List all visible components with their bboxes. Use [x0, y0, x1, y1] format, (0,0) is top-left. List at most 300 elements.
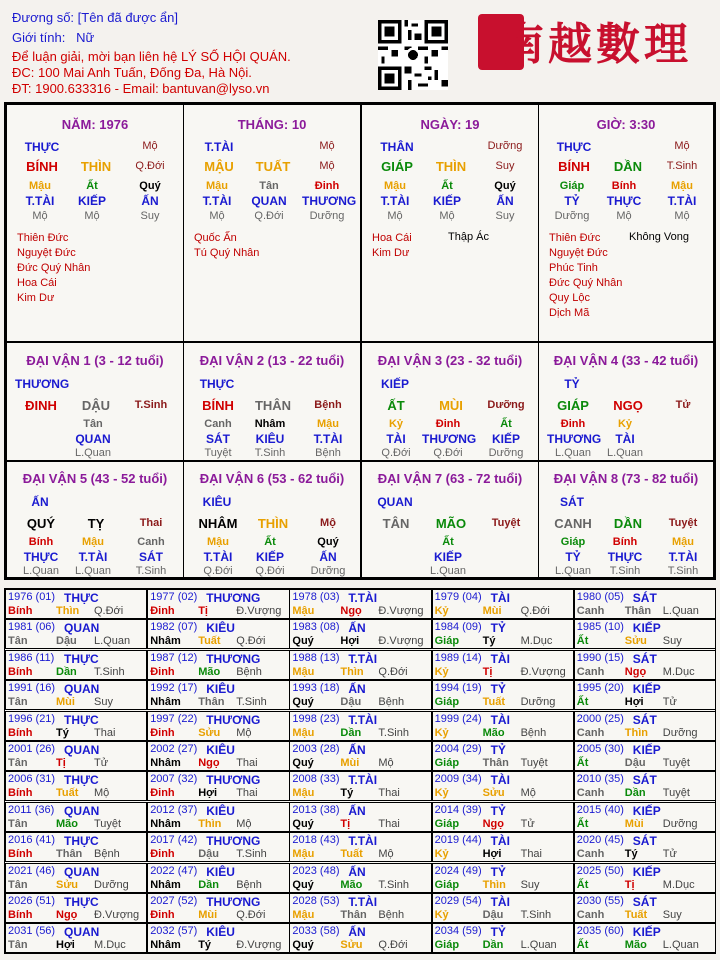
year-cell [574, 650, 716, 680]
year-stage: Suy [94, 696, 113, 709]
year-cell [574, 923, 716, 953]
year-stem: Mậu [292, 848, 315, 861]
hidden-stage: L.Quan [429, 565, 467, 577]
year-stem: Giáp [434, 817, 460, 830]
hidden-god: ẤN [141, 194, 159, 208]
dai-van-cell [183, 342, 361, 462]
year-branch: Tị [624, 878, 635, 891]
year-god: T.TÀI [348, 773, 378, 788]
hidden-stage: L.Quan [74, 447, 112, 459]
year-cell [289, 741, 431, 771]
year-label: 2017 (42) [150, 834, 198, 847]
year-branch: Thân [482, 757, 509, 769]
year-label: 1978 (03) [292, 591, 340, 603]
year-branch: Dậu [482, 909, 504, 921]
year-god: THỰC [64, 712, 99, 727]
pillar-right: T.Sinh [666, 160, 698, 172]
year-god: SÁT [632, 712, 657, 727]
year-cell [5, 832, 147, 862]
dai-van-branch: DẦN [613, 516, 643, 531]
dai-van-stage: T.Sinh [134, 399, 168, 411]
hidden-god: KIÊU [255, 432, 285, 446]
year-cell [432, 893, 574, 923]
star-name: Tú Quý Nhân [194, 247, 260, 259]
year-stage: Đ.Vượng [94, 909, 140, 921]
pillar-branch: DẦN [613, 159, 643, 174]
year-god: KIẾP [632, 803, 661, 818]
hidden-stem: Tân [83, 418, 103, 430]
year-cell [289, 619, 431, 649]
year-stem: Ất [576, 635, 589, 648]
hidden-stem: Mậu [672, 536, 694, 548]
year-god: T.TÀI [348, 651, 378, 666]
year-stage: T.Sinh [94, 665, 125, 678]
year-god: SÁT [632, 834, 657, 849]
star-name: Kim Dư [17, 292, 55, 304]
year-god: QUAN [64, 743, 100, 757]
year-god: ẤN [348, 682, 366, 697]
year-god: THƯƠNG [206, 591, 261, 605]
year-label: 1995 (20) [576, 682, 624, 695]
pillar-stage: Mộ [142, 140, 158, 152]
year-branch: Mùi [198, 909, 218, 921]
year-label: 1984 (09) [434, 621, 482, 634]
year-stage: Đ.Vượng [378, 605, 424, 617]
hidden-stem: Bính [28, 536, 54, 548]
star-name: Hoa Cái [17, 277, 57, 289]
year-cell [574, 832, 716, 862]
year-branch: Dậu [624, 757, 646, 769]
year-branch: Hợi [56, 939, 75, 952]
year-stage: Bệnh [94, 848, 120, 861]
dai-van-branch: THÌN [257, 516, 289, 531]
year-stage: Q.Đới [236, 635, 266, 648]
year-label: 2005 (30) [576, 743, 624, 755]
year-stage: Tuyệt [520, 757, 548, 769]
hidden-god: THỰC [607, 550, 643, 564]
hidden-stem: Canh [204, 418, 232, 430]
year-label: 1991 (16) [8, 682, 56, 695]
brand-calligraphy: 南越數理 [500, 19, 692, 70]
hidden-stage: L.Quan [74, 565, 112, 577]
year-stage: L.Quan [662, 605, 699, 617]
pillar-cell [183, 104, 361, 342]
year-branch: Mùi [340, 757, 360, 769]
year-branch: Sửu [340, 939, 363, 952]
year-cell [147, 832, 289, 862]
year-stage: Mộ [378, 757, 394, 769]
star-name: Kim Dư [372, 247, 410, 259]
gender-label: Giới tính: [12, 30, 66, 45]
year-label: 2009 (34) [434, 773, 482, 786]
year-stem: Canh [576, 787, 605, 800]
pillar-cell [6, 104, 184, 342]
year-stem: Mậu [292, 909, 315, 921]
dai-van-branch: THÂN [254, 398, 292, 413]
hidden-stem: Quý [139, 180, 161, 192]
year-stage: T.Sinh [378, 726, 409, 739]
year-cell [5, 863, 147, 893]
hidden-stage: L.Quan [554, 565, 592, 577]
year-stem: Nhâm [150, 817, 181, 830]
year-label: 2034 (59) [434, 925, 482, 938]
year-god: ẤN [348, 925, 366, 940]
year-stem: Đinh [150, 848, 175, 861]
dai-van-title: ĐẠI VẬN 5 (43 - 52 tuổi) [22, 471, 168, 486]
year-branch: Dậu [340, 696, 362, 709]
star-name: Nguyệt Đức [17, 247, 76, 259]
hidden-stage: Mộ [32, 210, 48, 222]
year-label: 2003 (28) [292, 743, 340, 755]
dai-van-stage: Bệnh [314, 399, 342, 411]
year-stem: Nhâm [150, 939, 181, 952]
year-cell [147, 650, 289, 680]
pillar-branch: THÌN [80, 159, 112, 174]
year-cell [432, 832, 574, 862]
star-name-secondary: Thập Ác [448, 231, 489, 243]
year-stem: Nhâm [150, 635, 181, 648]
hidden-stage: Suy [495, 210, 515, 222]
year-god: KIÊU [206, 803, 235, 818]
dai-van-stem: TÂN [382, 516, 410, 531]
hidden-god: THƯƠNG [547, 432, 602, 446]
year-god: THỰC [64, 773, 99, 788]
star-name: Nguyệt Đức [549, 247, 608, 259]
year-stem: Tân [8, 878, 28, 891]
qr-code-icon[interactable] [378, 20, 448, 90]
dai-van-title: ĐẠI VẬN 1 (3 - 12 tuổi) [26, 353, 164, 368]
year-cell [289, 863, 431, 893]
year-stem: Ất [576, 939, 589, 952]
year-god: THỰC [64, 834, 99, 849]
hidden-god: KIẾP [433, 550, 462, 564]
year-branch: Dần [340, 726, 362, 739]
star-name: Dịch Mã [549, 307, 590, 319]
year-label: 1987 (12) [150, 651, 198, 664]
hidden-god: T.TÀI [313, 432, 343, 446]
dai-van-stem: ĐINH [25, 398, 57, 413]
hidden-stem: Canh [137, 536, 165, 548]
hidden-god: T.TÀI [202, 194, 232, 208]
dai-van-title: ĐẠI VẬN 8 (73 - 82 tuổi) [553, 471, 699, 486]
year-label: 2013 (38) [292, 803, 340, 816]
hidden-stem: Bính [612, 536, 638, 548]
hidden-stem: Bính [611, 180, 637, 192]
hidden-stage: Q.Đới [254, 210, 284, 222]
year-stage: Q.Đới [236, 909, 266, 921]
year-branch: Dần [198, 878, 219, 891]
dai-van-branch: DẬU [81, 398, 111, 413]
year-label: 2020 (45) [576, 834, 624, 847]
year-stem: Nhâm [150, 757, 181, 769]
year-cell [5, 771, 147, 801]
hidden-god: ẤN [496, 194, 514, 208]
year-god: T.TÀI [348, 895, 378, 909]
year-god: THƯƠNG [206, 895, 261, 909]
year-stage: Tử [520, 817, 535, 830]
dai-van-title: ĐẠI VẬN 4 (33 - 42 tuổi) [553, 353, 699, 368]
pillar-stem: BÍNH [26, 159, 58, 174]
year-stage: Dưỡng [94, 878, 129, 891]
year-stem: Canh [576, 726, 605, 739]
year-god: KIÊU [206, 743, 235, 757]
year-branch: Tị [340, 817, 351, 830]
year-label: 2021 (46) [8, 864, 56, 877]
hidden-stage: Dưỡng [309, 210, 345, 222]
year-stage: T.Sinh [236, 696, 267, 709]
year-branch: Mùi [56, 696, 75, 709]
hidden-stage: L.Quan [554, 447, 592, 459]
dai-van-stage: Tử [675, 399, 691, 411]
year-stem: Quý [292, 696, 314, 709]
year-god: SÁT [632, 651, 657, 666]
year-cell [289, 893, 431, 923]
hidden-stem: Nhâm [254, 418, 286, 430]
dai-van-god: TỶ [564, 377, 580, 391]
year-god: TỶ [490, 864, 506, 879]
year-branch: Ngọ [624, 665, 647, 678]
hidden-stage: Bệnh [315, 447, 341, 459]
year-stem: Kỷ [434, 787, 449, 800]
year-stage: Q.Đới [94, 605, 124, 617]
year-label: 2033 (58) [292, 925, 340, 938]
hidden-stage: T.Sinh [609, 565, 641, 577]
year-god: QUAN [64, 682, 100, 697]
year-god: KIÊU [206, 925, 235, 940]
year-branch: Ngọ [340, 605, 362, 617]
year-label: 2007 (32) [150, 773, 198, 786]
year-stem: Đinh [150, 726, 175, 739]
year-cell [432, 771, 574, 801]
year-stage: T.Sinh [236, 848, 267, 861]
year-stem: Tân [8, 939, 28, 952]
dai-van-god: SÁT [560, 495, 584, 509]
year-stage: Đ.Vượng [520, 665, 566, 678]
hidden-stem: Ất [500, 418, 512, 430]
year-god: TÀI [490, 773, 510, 788]
year-cell [289, 771, 431, 801]
hidden-stage: T.Sinh [667, 565, 699, 577]
hidden-stem: Tân [259, 180, 279, 192]
hidden-god: KIẾP [432, 194, 461, 208]
year-label: 2004 (29) [434, 743, 482, 755]
hidden-god: ẤN [319, 550, 337, 564]
year-branch: Dần [56, 665, 77, 678]
year-stage: Thai [236, 757, 258, 769]
year-stem: Quý [292, 817, 314, 830]
year-label: 2019 (44) [434, 834, 482, 847]
year-stage: Tử [662, 848, 677, 861]
hidden-stage: Suy [140, 210, 160, 222]
hidden-stem: Mậu [82, 536, 104, 548]
year-label: 2030 (55) [576, 895, 624, 907]
year-branch: Tị [56, 757, 66, 769]
year-god: TÀI [490, 895, 510, 909]
year-label: 1988 (13) [292, 651, 340, 664]
year-branch: Thân [340, 909, 367, 921]
year-cell [289, 589, 431, 619]
pillar-branch: TUẤT [255, 159, 291, 174]
star-name: Thiên Đức [549, 232, 601, 244]
subject-name: Đương số: [Tên đã được ẩn] [12, 10, 178, 25]
hidden-stage: Mộ [616, 210, 632, 222]
year-branch: Thân [198, 696, 225, 709]
year-branch: Thìn [56, 605, 80, 617]
hidden-stem: Ất [264, 536, 276, 548]
year-branch: Hợi [340, 635, 360, 648]
year-stem: Mậu [292, 726, 315, 739]
year-cell [289, 832, 431, 862]
dai-van-stem: CANH [554, 516, 592, 531]
year-god: KIÊU [206, 864, 235, 879]
year-cell [5, 650, 147, 680]
year-label: 2032 (57) [150, 925, 198, 938]
year-stem: Canh [576, 848, 605, 861]
year-branch: Tuất [340, 848, 363, 861]
pillar-stage: Dưỡng [487, 140, 523, 152]
year-stage: Q.Đới [378, 939, 408, 952]
year-stage: Đ.Vượng [236, 605, 282, 617]
year-stage: M.Dục [662, 878, 695, 891]
hidden-god: KIẾP [491, 432, 520, 446]
hidden-stage: Dưỡng [310, 565, 346, 577]
dai-van-stem: NHÂM [198, 516, 238, 531]
year-cell [5, 589, 147, 619]
year-god: TÀI [490, 591, 510, 605]
year-stem: Mậu [292, 605, 315, 617]
year-label: 1986 (11) [8, 651, 55, 664]
year-label: 1998 (23) [292, 712, 340, 725]
year-cell [432, 711, 574, 741]
hidden-stage: Mộ [209, 210, 225, 222]
year-branch: Dần [482, 939, 504, 952]
year-cell [574, 863, 716, 893]
year-stage: Bệnh [378, 696, 405, 709]
year-branch: Dần [624, 787, 646, 800]
hidden-god: T.TÀI [25, 194, 55, 208]
hidden-god: TỶ [564, 194, 580, 208]
year-label: 2022 (47) [150, 864, 198, 877]
dai-van-branch: MÃO [435, 516, 467, 531]
year-cell [432, 863, 574, 893]
year-god: KIẾP [632, 743, 661, 757]
year-stem: Giáp [434, 878, 460, 891]
year-branch: Sửu [482, 787, 505, 800]
hidden-stage: Dưỡng [554, 210, 590, 222]
year-stem: Đinh [150, 605, 175, 617]
dai-van-title: ĐẠI VẬN 3 (23 - 32 tuổi) [377, 353, 523, 368]
year-label: 1977 (02) [150, 591, 198, 603]
dai-van-god: QUAN [377, 495, 413, 509]
year-stem: Đinh [150, 665, 175, 678]
year-label: 1983 (08) [292, 621, 340, 634]
phone-email-line: ĐT: 1900.633316 - Email: bantuvan@lyso.vn [12, 81, 270, 96]
hidden-god: QUAN [75, 432, 111, 446]
hidden-god: TÀI [615, 432, 635, 446]
dai-van-stage: Tuyệt [668, 517, 698, 529]
year-label: 1999 (24) [434, 712, 482, 725]
year-label: 2011 (36) [8, 803, 55, 816]
year-god: TỶ [490, 803, 506, 818]
pillar-stem: BÍNH [558, 159, 590, 174]
hidden-god: THƯƠNG [422, 432, 477, 446]
dai-van-stem: BÍNH [202, 398, 234, 413]
year-stem: Bính [8, 605, 33, 617]
year-cell [5, 711, 147, 741]
year-stem: Bính [8, 909, 33, 921]
year-god: TỶ [490, 743, 506, 757]
year-god: TÀI [490, 834, 510, 849]
year-stage: Tuyệt [662, 787, 690, 800]
dai-van-cell [6, 342, 184, 462]
year-stem: Giáp [434, 696, 460, 709]
year-stem: Đinh [150, 909, 175, 921]
dai-van-cell [361, 342, 539, 462]
year-branch: Mão [56, 817, 78, 830]
year-branch: Tuất [482, 696, 505, 709]
year-god: SÁT [632, 895, 657, 909]
dai-van-title: ĐẠI VẬN 7 (63 - 72 tuổi) [377, 471, 523, 486]
year-branch: Thân [624, 605, 652, 617]
gender-value: Nữ [76, 30, 95, 45]
year-label: 1992 (17) [150, 682, 198, 695]
star-name: Đức Quý Nhân [549, 277, 623, 289]
year-cell [5, 893, 147, 923]
year-label: 2015 (40) [576, 803, 624, 816]
year-stage: L.Quan [662, 939, 699, 952]
year-cell [147, 680, 289, 710]
dai-van-stem: QUÝ [26, 516, 56, 531]
year-stage: M.Dục [520, 635, 553, 648]
dai-van-branch: MÙI [439, 398, 463, 413]
pillar-title: THÁNG: 10 [237, 117, 307, 132]
hidden-stem: Mậu [671, 180, 693, 192]
dai-van-stage: Mộ [320, 517, 336, 529]
year-branch: Thìn [624, 726, 649, 739]
hidden-stage: L.Quan [22, 565, 60, 577]
year-god: THƯƠNG [206, 834, 261, 849]
hidden-god: SÁT [139, 550, 163, 564]
year-stem: Bính [8, 848, 33, 861]
star-name-secondary: Không Vong [629, 231, 689, 243]
year-god: QUAN [64, 803, 100, 818]
year-label: 1980 (05) [576, 591, 624, 603]
hidden-god: THỰC [23, 550, 59, 564]
hidden-stem: Mậu [317, 418, 339, 430]
year-stem: Tân [8, 757, 28, 769]
dai-van-cell [361, 460, 539, 578]
year-stem: Quý [292, 878, 314, 891]
year-god: THỰC [64, 651, 99, 666]
year-branch: Ngọ [198, 757, 220, 769]
year-stage: T.Sinh [378, 878, 409, 891]
pillar-god: THÂN [380, 140, 414, 154]
year-cell [574, 802, 716, 832]
year-branch: Mão [198, 665, 221, 678]
pillar-stage: Mộ [319, 140, 335, 152]
pillar-stem: MẬU [204, 159, 234, 174]
year-stage: Bệnh [236, 878, 262, 891]
dai-van-stage: Dưỡng [487, 399, 525, 411]
hidden-stem: Mậu [384, 180, 406, 192]
year-god: KIẾP [632, 925, 661, 940]
year-stage: Suy [662, 635, 682, 648]
year-branch: Thân [56, 848, 83, 861]
hidden-god: KIẾP [255, 550, 284, 564]
year-stage: M.Dục [662, 665, 695, 678]
year-branch: Mão [624, 939, 647, 952]
year-stem: Giáp [434, 635, 460, 648]
